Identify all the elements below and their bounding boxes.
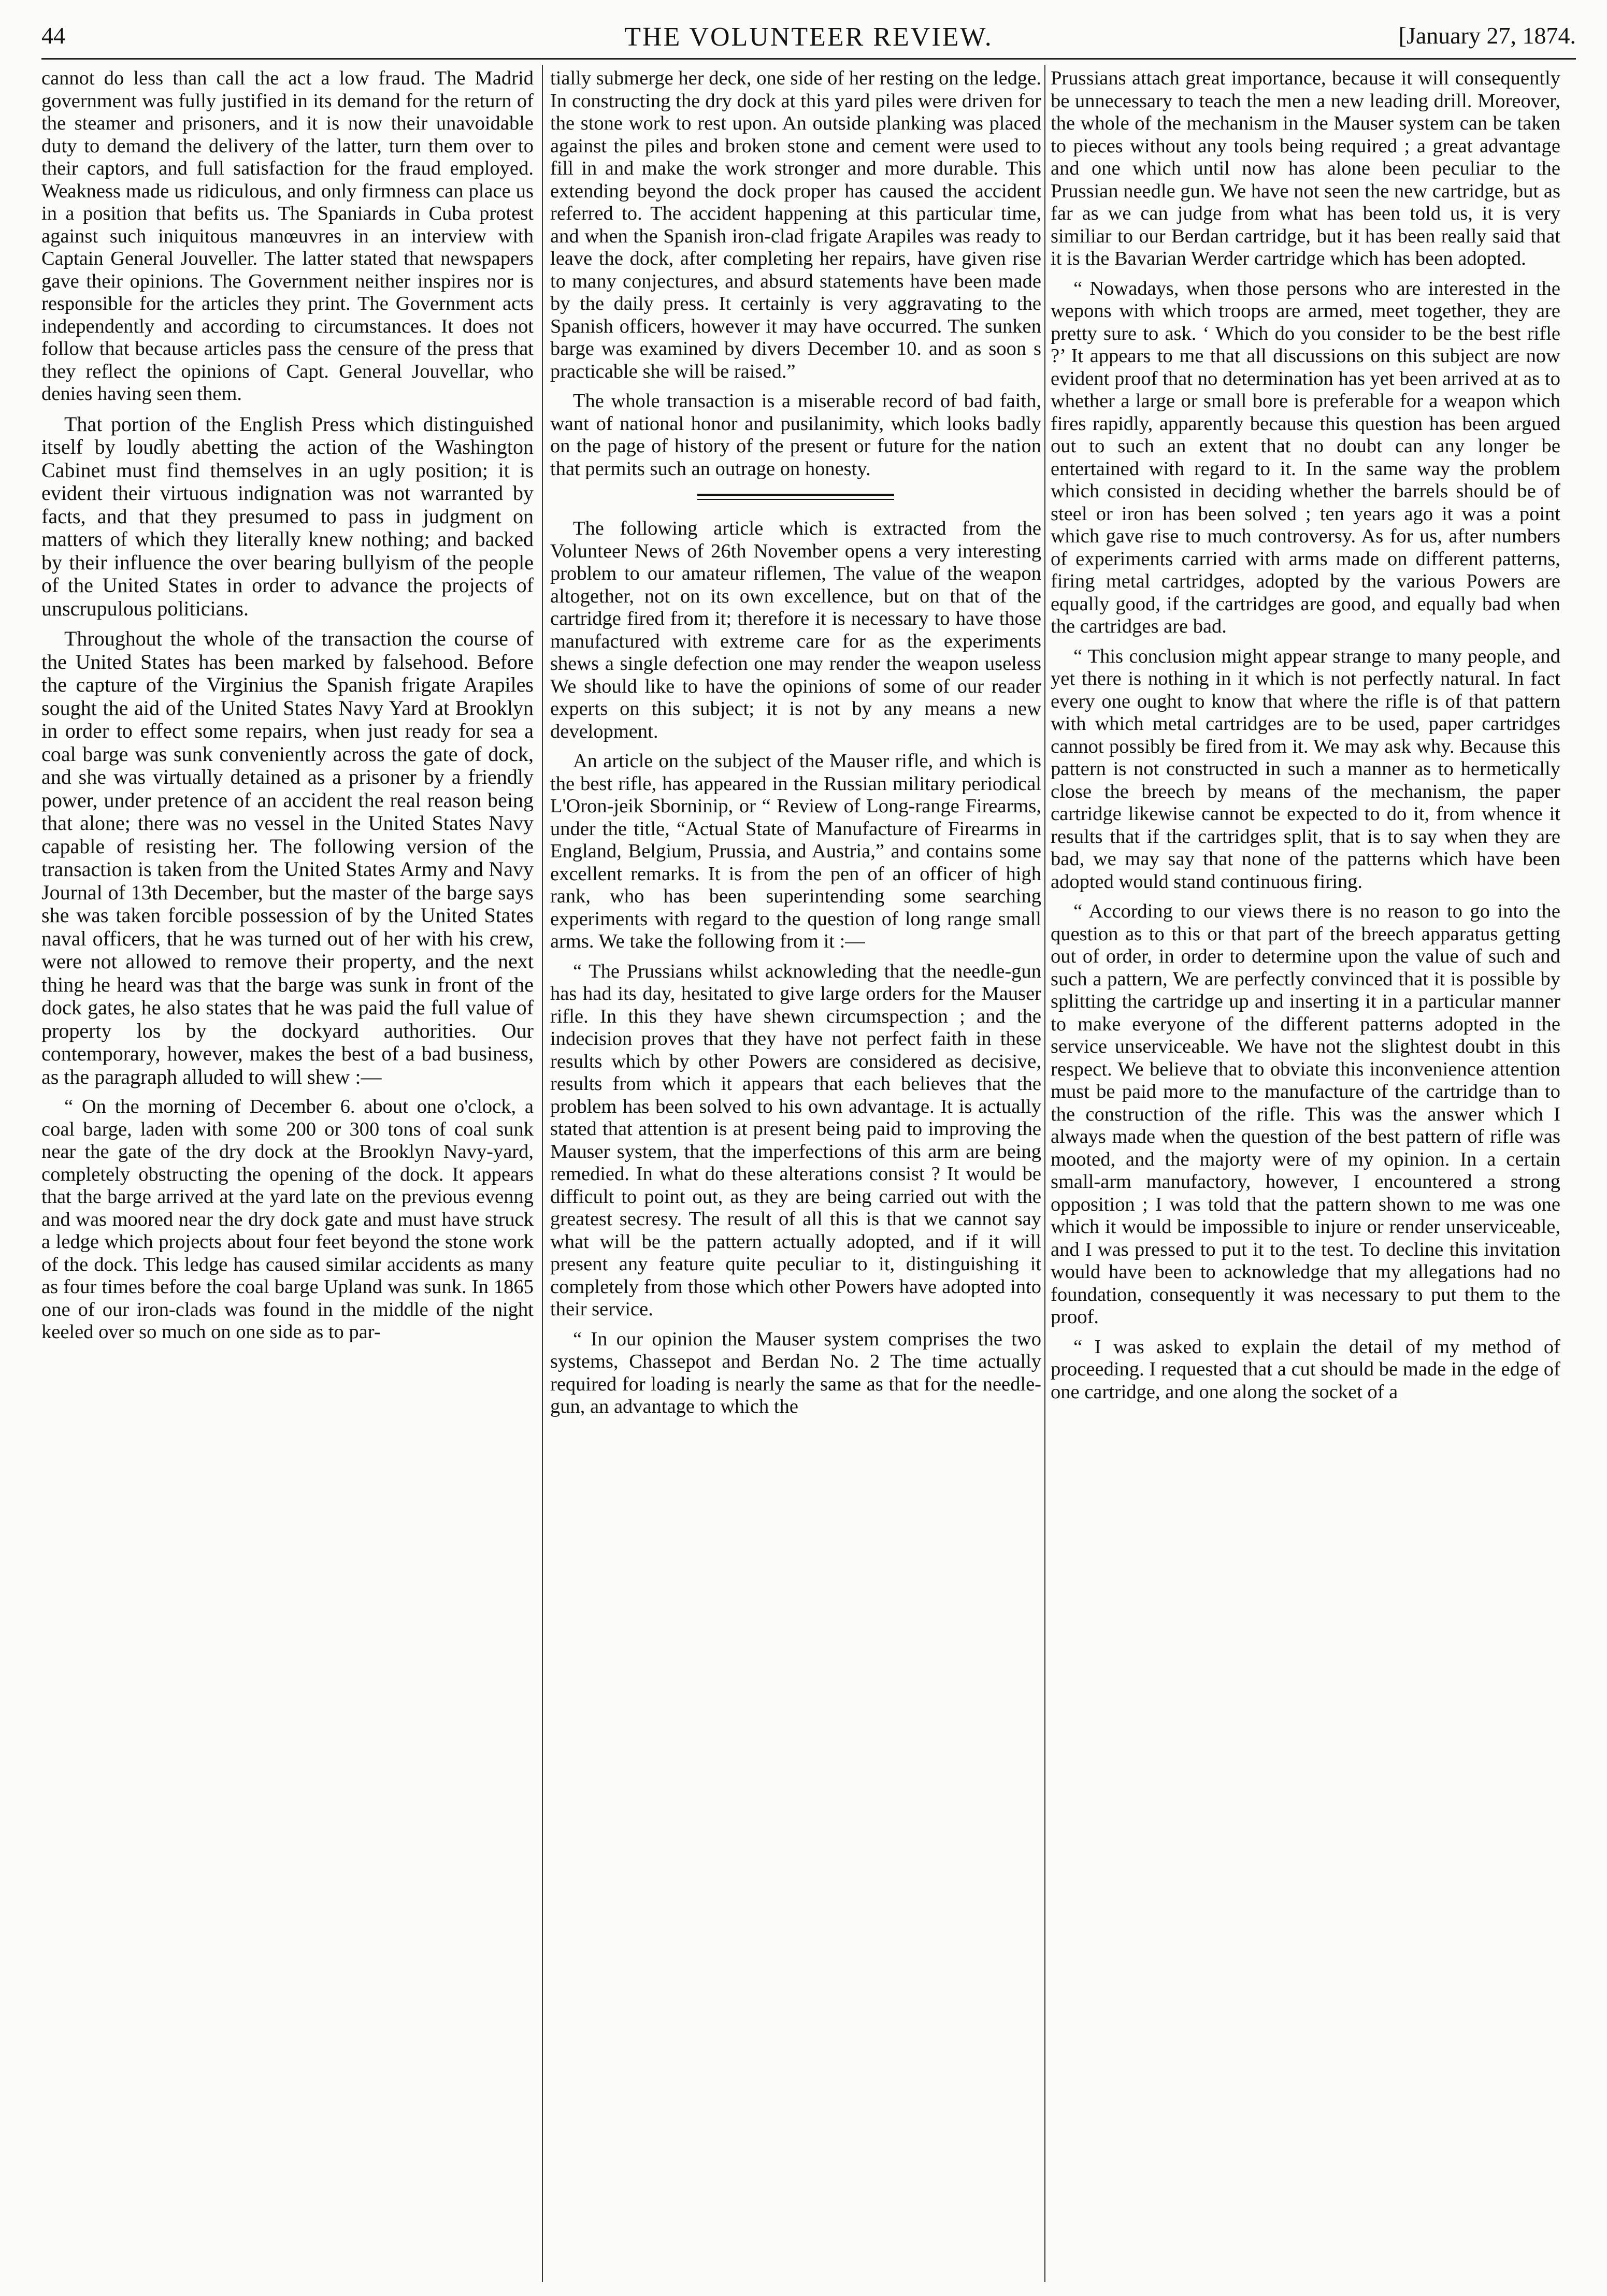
paragraph: tially submerge her deck, one side of her resting on the ledge. In constructing the dry dock at this yard piles were driven for the stone work to rest upon. An outside planking was placed against the piles and broken stone and cement were used to fill in and make the work stronger and more durable. This extending beyond the dock proper has caused the accident referred to. The accident happening at this particular time, and when the Spanish iron-clad frigate Arapiles was ready to leave the dock, after completing her repairs, have given rise to many conjectures, and absurd statements have been made by the daily press. It certainly is very aggravating to the Spanish officers, however it may have occurred. The sunken barge was examined by divers December 10. and as soon s practicable she will be raised.”	[550, 67, 1041, 382]
paragraph: Throughout the whole of the transaction the course of the United States has been marked by falsehood. Before the capture of the Virginius the Spanish frigate Arapiles sought the aid of the United States Navy Yard at Brooklyn in order to effect some repairs, when just ready for sea a coal barge was sunk conveniently across the gate of dock, and she was virtually detained as a prisoner by a friendly power, under pretence of an accident the real reason being that alone; there was no vessel in the United States Navy capable of resisting her. The following version of the transaction is taken from the United States Army and Navy Journal of 13th December, but the master of the barge says she was taken forcible possession of by the United States naval officers, that he was turned out of her with his crew, were not allowed to remove their property, and the next thing he heard was that the barge was sunk in front of the dock gates, he also states that he was paid the full value of property los by the dockyard authorities. Our contemporary, however, makes the best of a bad business, as the paragraph alluded to will shew :—	[41, 627, 534, 1088]
paragraph: The following article which is extracted from the Volunteer News of 26th November opens a very interesting problem to our amateur riflemen, The value of the weapon altogether, not on its own excellence, but on that of the cartridge fired from it; therefore it is necessary to have those manufactured with extreme care for as the experiments shews a single defection one may render the weapon useless We should like to have the opinions of some of our reader experts on this subject; it is not by any means a new development.	[550, 518, 1041, 742]
page-title: THE VOLUNTEER REVIEW.	[624, 22, 993, 52]
paragraph: cannot do less than call the act a low fraud. The Madrid government was fully justified in its demand for the return of the steamer and prisoners, and it is now their unavoidable duty to demand the delivery of the latter, turn them over to their captors, and full satisfaction for the fraud employed. Weakness made us ridiculous, and only firmness can place us in a position that befits us. The Spaniards in Cuba protest against such iniquitous manœuvres in an interview with Captain General Jouveller. The latter stated that newspapers gave their opinions. The Government neither inspires nor is responsible for the articles they print. The Government acts independently and according to circumstances. It does not follow that because articles pass the censure of the press that they reflect the opinions of Capt. General Jouvellar, who denies having seen them.	[41, 67, 534, 405]
quoted-paragraph: “ This conclusion might appear strange to many people, and yet there is nothing in it which is not perfectly natural. In fact every one ought to know that where the rifle is of that pattern with which metal cartridges are to be used, paper cartridges cannot possibly be fired from it. We may ask why. Because this pattern is not constructed in such a manner as to hermetically close the breech by means of the mechanism, the paper cartridge likewise cannot be expected to do it, from whence it results that if the cartridges split, that is to say when they are bad, we may say that none of the patterns which have been adopted would stand continuous firing.	[1051, 645, 1560, 893]
issue-date: [January 27, 1874.	[1398, 22, 1576, 49]
header-rule	[41, 58, 1576, 60]
quoted-paragraph: “ I was asked to explain the detail of my method of proceeding. I requested that a cut should be made in the edge of one cartridge, and one along the socket of a	[1051, 1336, 1560, 1403]
column-1	[41, 67, 534, 2279]
quoted-paragraph: “ On the morning of December 6. about one o'clock, a coal barge, laden with some 200 or 300 tons of coal sunk near the gate of the dry dock at the Brooklyn Navy-yard, completely obstructing the opening of the dock. It appears that the barge arrived at the yard late on the previous evenng and was moored near the dry dock gate and must have struck a ledge which projects about four feet beyond the stone work of the dock. This ledge has caused similar accidents as many as four times before the coal barge Upland was sunk. In 1865 one of our iron-clads was found in the middle of the night keeled over so much on one side as to par-	[41, 1096, 534, 1343]
paragraph: That portion of the English Press which distinguished itself by loudly abetting the action of the Washington Cabinet must find themselves in an ugly position; it is evident their virtuous indignation was not warranted by facts, and that they presumed to pass in judgment on matters of which they literally knew nothing; and backed by their influence the over bearing bullyism of the people of the United States in order to advance the projects of unscrupulous politicians.	[41, 412, 534, 620]
quoted-paragraph: “ The Prussians whilst acknowleding that the needle-gun has had its day, hesitated to give large orders for the Mauser rifle. In this they have shewn circumspection ; and the indecision proves that they have not perfect faith in these results which by other Powers are considered as decisive, results from which it appears that each believes that the problem has been solved to his own advantage. It is actually stated that attention is at present being paid to improving the Mauser system, that the imperfections of this arm are being remedied. In what do these alterations consist ? It would be difficult to point out, as they are being carried out with the greatest secresy. The result of all this is that we cannot say what will be the pattern actually adopted, and if it will present any feature quite peculiar to it, distinguishing it completely from those which other Powers have adopted into their service.	[550, 960, 1041, 1320]
paragraph: Prussians attach great importance, because it will consequently be unnecessary to teach the men a new leading drill. Moreover, the whole of the mechanism in the Mauser system can be taken to pieces without any tools being required ; a great advantage and one which until now has alone been peculiar to the Prussian needle gun. We have not seen the new cartridge, but as far as we can judge from what has been told us, it is very similiar to our Berdan cartridge, but it has been really said that it is the Bavarian Werder cartridge which has been adopted.	[1051, 67, 1560, 269]
quoted-paragraph: “ In our opinion the Mauser system comprises the two systems, Chassepot and Berdan No. 2 The time actually required for loading is nearly the same as that for the needle-gun, an advantage to which the	[550, 1328, 1041, 1417]
page-header	[41, 15, 1576, 61]
column-3	[1051, 67, 1560, 2279]
quoted-paragraph: “ Nowadays, when those persons who are interested in the wepons with which troops are armed, meet together, they are pretty sure to ask. ‘ Which do you consider to be the best rifle ?’ It appears to me that all discussions on this subject are now evident proof that no determination has yet been arrived at as to whether a large or small bore is preferable for a weapon which fires rapidly, apparently because this question has been argued out to such an extent that no doubt can any longer be entertained with regard to it. In the same way the problem which consisted in deciding whether the barrels should be of steel or iron has been solved ; ten years ago it was a point which gave rise to much controversy. As for us, after numbers of experiments carried with arms made on different patterns, firing metal cartridges, adopted by the various Powers are equally good, if the cartridges are good, and equally bad when the cartridges are bad.	[1051, 277, 1560, 637]
column-divider	[1044, 65, 1045, 2282]
page-number: 44	[41, 22, 65, 49]
paragraph: The whole transaction is a miserable record of bad faith, want of national honor and pusilanimity, which looks badly on the page of history of the present or future for the nation that permits such an outrage on honesty.	[550, 390, 1041, 480]
column-2	[550, 67, 1041, 2279]
column-divider	[542, 65, 543, 2282]
paragraph: An article on the subject of the Mauser rifle, and which is the best rifle, has appeared in the Russian military periodical L'Oron-jeik Sborninip, or “ Review of Long-range Firearms, under the title, “Actual State of Manufacture of Firearms in England, Belgium, Prussia, and Austria,” and contains some excellent remarks. It is from the pen of an officer of high rank, who has been superintending some searching experiments with regard to the question of long range small arms. We take the following from it :—	[550, 750, 1041, 952]
section-divider	[550, 494, 1041, 500]
quoted-paragraph: “ According to our views there is no reason to go into the question as to this or that part of the breech apparatus getting out of order, in order to determine upon the value of such and such a pattern, We are perfectly convinced that it is possible by splitting the cartridge up and inserting it in a particular manner to make everyone of the different patterns adopted in the service unserviceable. We have not the slightest doubt in this respect. We believe that to obviate this inconvenience attention must be paid more to the manufacture of the cartridge than to the construction of the rifle. This was the answer which I always made when the question of the best pattern of rifle was mooted, and the majorty were of my opinion. In a certain small-arm manufactory, however, I encountered a strong opposition ; I was told that the pattern shown to me was one which it would be impossible to injure or render unserviceable, and I was pressed to put it to the test. To decline this invitation would have been to acknowledge that my allegations had no foundation, consequently it was necessary to put them to the proof.	[1051, 900, 1560, 1328]
